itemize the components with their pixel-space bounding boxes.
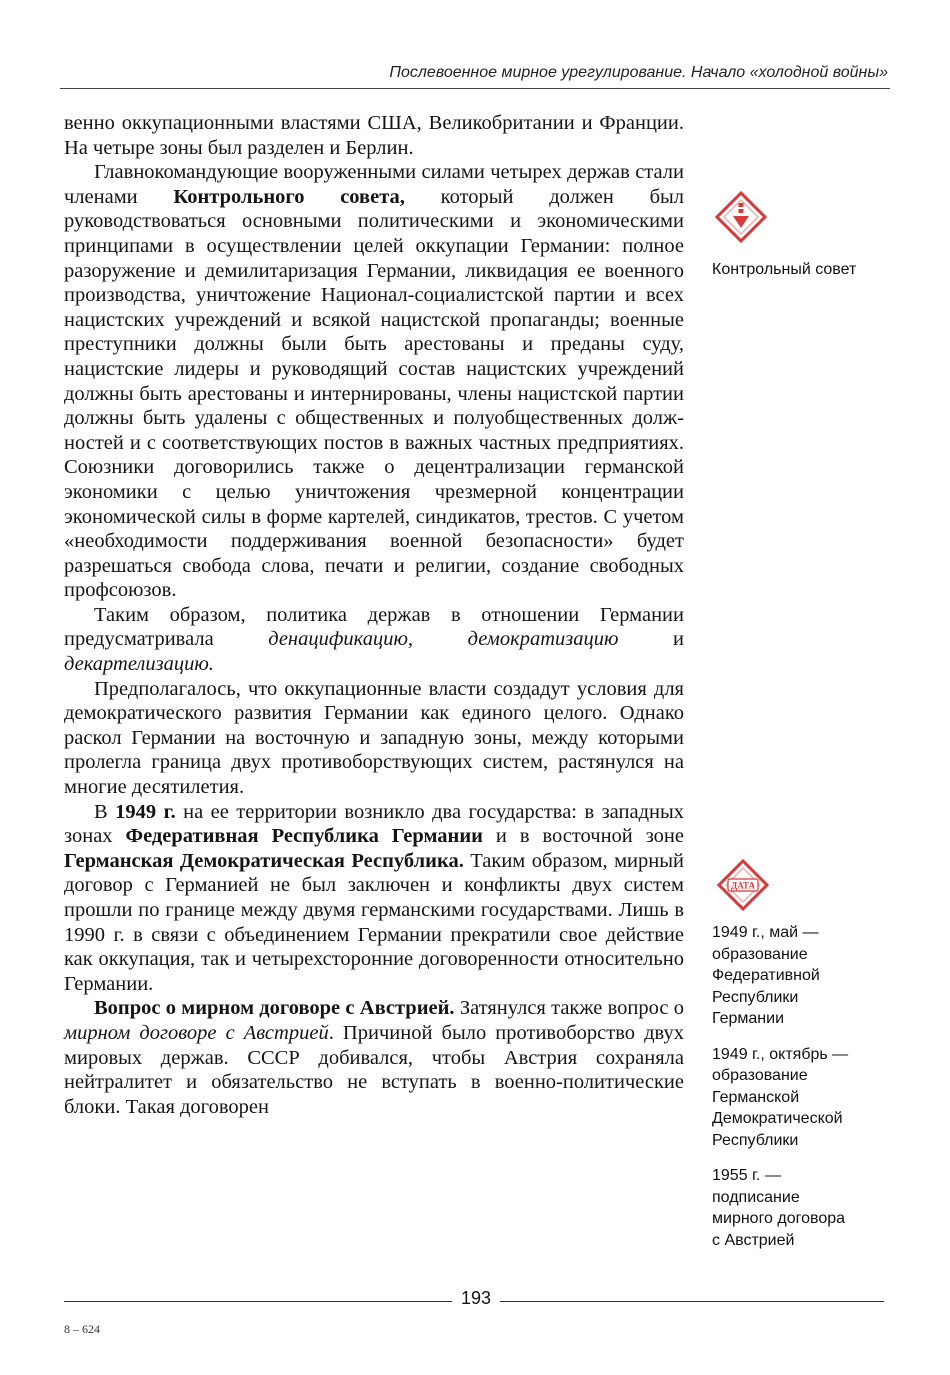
- dates-list: [712, 922, 892, 1265]
- key-term-arrow-icon: [712, 188, 770, 246]
- date-entry-1949-may: 1949 г., май — образование Федеративной Республики Германии: [712, 924, 820, 1027]
- date-entry-1949-october: 1949 г., октябрь — образование Германской Демократической Республики: [712, 1045, 849, 1149]
- paragraph-6: Вопрос о мирном договоре с Австрией. Затянулся также вопрос о мирном договоре с Австрией. Причиной было противоборство двух мировых держав. СССР добивался, чтобы Австрия сохраняла нейтралитет и обязательство не вступать в военно-политические блоки. Такая договорен: [64, 997, 684, 1118]
- footer-rule-right: [500, 1301, 884, 1302]
- paragraph-4: Предполагалось, что оккупационные власти создадут условия для демократического развития Германии как единого целого. Однако раскол Германии на восточную и западную зоны, между которыми пролегла граница двух противоборствующих систем, растянулся на многие десятилетия.: [64, 677, 684, 799]
- date-badge-icon: [714, 856, 772, 914]
- paragraph-2: Главнокомандующие вооруженными силами четырех держав стали членами Контрольного совета, который должен был руководствоваться основными политическими и экономическими принципами в осуществлении целей оккупации Германии: полное разоружение и демилитаризация Германии, ликвидация ее военного производства, уничтожение Национал-социалистской партии и всех нацистских учреждений и всякой нацистской пропаганды; военные преступники должны были быть арестованы и преданы суду, нацистские лидеры и руководящий состав нацистских учреждений должны быть арестованы и интернированы, члены нацистской партии должны быть удалены с общественных и полуобщественных должностей и с соответствующих постов в важных частных предприятиях. Союзники договорились также о децентрализации германской экономики с целью уничтожения чрезмерной концентрации экономической силы в форме картелей, синдикатов, трестов. С учетом «необходимости поддерживания военной безопасности» будет разрешаться свобода слова, печати и религии, создание свободных профсоюзов.: [64, 161, 685, 602]
- paragraph-5: В 1949 г. на ее территории возникло два государства: в западных зонах Федеративная Республика Германии и в восточной зоне Германская Демократическая Республика. Таким образом, мирный договор с Германией не был заключен и конфликты двух систем прошли по границе между двумя германскими государствами. Лишь в 1990 г. в связи с объединением Германии прекратили свое действие как оккупация, так и четырехсторонние договоренности относительно Германии.: [64, 800, 684, 995]
- running-header: [60, 62, 890, 89]
- page-number: 193: [460, 1288, 492, 1308]
- date-entry-1955: 1955 г. — подписание мирного договора с Австрией: [712, 1167, 846, 1249]
- main-text-column: [64, 111, 684, 1119]
- term-label: Контрольный совет: [712, 261, 857, 278]
- paragraph-3: Таким образом, политика держав в отношении Германии предусматривала денацификацию, демократизацию и декартелизацию.: [64, 603, 684, 676]
- paragraph-1: венно оккупационными властями США, Великобритании и Франции. На четыре зоны был разделен и Берлин.: [64, 112, 684, 159]
- section-heading-austria: Вопрос о мирном договоре с Австрией.: [94, 997, 455, 1020]
- footer-rule-left: [64, 1301, 452, 1302]
- date-badge-text: ДАТА: [731, 880, 755, 891]
- term-control-council: Контрольного совета,: [173, 185, 405, 208]
- sheet-mark: 8 – 624: [64, 1322, 100, 1336]
- running-title: Послевоенное мирное урегулирование. Начало «холодной войны»: [389, 64, 888, 81]
